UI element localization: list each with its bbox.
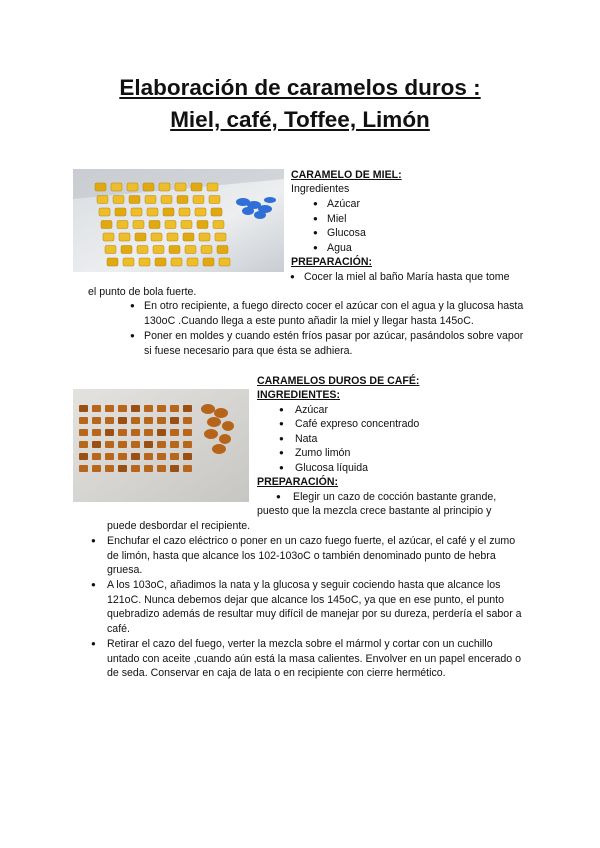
honey-candy-shape <box>161 196 172 204</box>
coffee-ingredient: Azúcar <box>295 404 328 416</box>
honey-prep-heading: PREPARACIÓN: <box>291 256 373 268</box>
honey-candy-shape <box>187 258 198 266</box>
honey-candy-shape <box>217 246 228 254</box>
coffee-candy-shape <box>183 429 192 436</box>
honey-candy-shape <box>121 246 132 254</box>
honey-candy-shape <box>99 208 110 216</box>
honey-candy-shape <box>193 196 204 204</box>
coffee-step-1-line-3: puede desbordar el recipiente. <box>107 520 251 532</box>
honey-candy-shape <box>191 183 202 191</box>
bullet-icon: ● <box>130 331 135 340</box>
bullet-icon: ● <box>91 639 96 648</box>
honey-candy-shape <box>207 183 218 191</box>
coffee-candy-shape <box>170 465 179 472</box>
coffee-candies-photo <box>73 389 249 502</box>
honey-candy-shape <box>103 233 114 241</box>
coffee-candy-shape <box>118 453 127 460</box>
coffee-candy-shape <box>144 405 153 412</box>
honey-candy-shape <box>197 221 208 229</box>
honey-candy-shape <box>149 221 160 229</box>
honey-candy-shape <box>183 233 194 241</box>
coffee-step-3: A los 103oC, añadimos la nata y la glucosa y seguir cociendo hasta que alcance los 121oC. Nunca debemos dejar que alcance los 145oC, ya que en ese punto, el punto quebradizo además de resultar muy difícil de manejar por su dureza, perdería el sabor a café. <box>107 579 522 635</box>
coffee-candy-shape <box>118 417 127 424</box>
bullet-icon: ● <box>290 272 295 281</box>
bullet-icon: ● <box>91 580 96 589</box>
honey-candy-shape <box>133 221 144 229</box>
coffee-candy-shape <box>131 465 140 472</box>
bullet-icon: ● <box>313 214 318 223</box>
honey-candy-shape <box>201 246 212 254</box>
coffee-step-1-line-2: puesto que la mezcla crece bastante al principio y <box>257 505 492 517</box>
coffee-candy-shape <box>144 465 153 472</box>
honey-candy-shape <box>137 246 148 254</box>
coffee-candy-shape <box>144 453 153 460</box>
bullet-icon: ● <box>279 405 284 414</box>
page-title-line-1: Elaboración de caramelos duros : <box>119 75 481 100</box>
honey-candy-shape <box>203 258 214 266</box>
coffee-candy-shape <box>118 405 127 412</box>
honey-candy-shape <box>117 221 128 229</box>
coffee-candy-shape <box>79 441 88 448</box>
coffee-candy-shape <box>183 453 192 460</box>
honey-candy-shape <box>211 208 222 216</box>
honey-candy-shape <box>179 208 190 216</box>
coffee-candy-shape <box>183 465 192 472</box>
coffee-candy-shape <box>144 417 153 424</box>
honey-candy-shape <box>155 258 166 266</box>
honey-candy-shape <box>209 196 220 204</box>
honey-candy-shape <box>139 258 150 266</box>
coffee-candy-shape <box>157 417 166 424</box>
coffee-candy-shape <box>79 429 88 436</box>
honey-candy-shape <box>171 258 182 266</box>
coffee-ingredient: Zumo limón <box>295 447 351 459</box>
coffee-candy-shape <box>157 405 166 412</box>
honey-candy-shape <box>175 183 186 191</box>
coffee-candy-shape <box>79 465 88 472</box>
honey-ingredient: Agua <box>327 242 352 254</box>
honey-step-1-line-2: el punto de bola fuerte. <box>88 286 197 298</box>
honey-ingredient: Glucosa <box>327 227 366 239</box>
bullet-icon: ● <box>91 536 96 545</box>
coffee-candy-shape <box>157 453 166 460</box>
coffee-candy-shape <box>92 453 101 460</box>
coffee-candy-shape <box>131 417 140 424</box>
coffee-candy-shape <box>170 405 179 412</box>
honey-candy-shape <box>119 233 130 241</box>
honey-ingredient: Azúcar <box>327 198 360 210</box>
coffee-candy-shape <box>105 417 114 424</box>
bullet-icon: ● <box>279 463 284 472</box>
honey-candy-shape <box>95 183 106 191</box>
coffee-candy-shape <box>92 417 101 424</box>
bullet-icon: ● <box>313 228 318 237</box>
coffee-candy-shape <box>92 405 101 412</box>
honey-candy-shape <box>169 246 180 254</box>
coffee-candy-shape <box>157 441 166 448</box>
honey-candy-shape <box>135 233 146 241</box>
honey-candy-shape <box>213 221 224 229</box>
honey-candies-illustration <box>73 169 284 272</box>
honey-step-3: Poner en moldes y cuando estén fríos pasar por azúcar, pasándolos sobre vapor si fuese necesario para que ésta se adhiera. <box>144 330 524 357</box>
honey-candy-shape <box>181 221 192 229</box>
coffee-candy-shape <box>170 453 179 460</box>
coffee-ingredient: Glucosa líquida <box>295 462 369 474</box>
honey-candy-shape <box>177 196 188 204</box>
bullet-icon: ● <box>130 301 135 310</box>
honey-candy-shape <box>147 208 158 216</box>
honey-heading: CARAMELO DE MIEL: <box>291 169 402 181</box>
honey-candy-shape <box>167 233 178 241</box>
coffee-candy-shape <box>92 429 101 436</box>
honey-candy-shape <box>219 258 230 266</box>
bullet-icon: ● <box>276 492 281 501</box>
coffee-candy-shape <box>79 405 88 412</box>
coffee-candy-shape <box>170 441 179 448</box>
coffee-candy-shape <box>183 405 192 412</box>
coffee-candy-shape <box>79 417 88 424</box>
honey-candy-shape <box>127 183 138 191</box>
honey-candy-shape <box>153 246 164 254</box>
coffee-candies-illustration <box>73 389 249 502</box>
coffee-candy-shape <box>92 441 101 448</box>
honey-candy-shape <box>101 221 112 229</box>
bullet-icon: ● <box>313 199 318 208</box>
honey-step-2: En otro recipiente, a fuego directo cocer el azúcar con el agua y la glucosa hasta 130oC .Cuando llega a este punto añadir la miel y llegar hasta 145oC. <box>144 300 524 327</box>
honey-candy-shape <box>105 246 116 254</box>
coffee-candy-shape <box>105 465 114 472</box>
coffee-candy-shape <box>105 429 114 436</box>
coffee-candy-shape <box>118 465 127 472</box>
coffee-candy-shape <box>131 453 140 460</box>
coffee-step-1-line-1: Elegir un cazo de cocción bastante grande, <box>293 491 497 503</box>
honey-candy-shape <box>163 208 174 216</box>
honey-candy-shape <box>145 196 156 204</box>
coffee-ingredient: Nata <box>295 433 318 445</box>
honey-candy-shape <box>129 196 140 204</box>
coffee-step-4: Retirar el cazo del fuego, verter la mezcla sobre el mármol y cortar con un cuchillo untado con aceite ,cuando aún está la masa calientes. Envolver en un papel encerado o de seda. Conservar en caja de lata o en recipiente con cierre hermético. <box>107 638 522 680</box>
coffee-candy-shape <box>183 417 192 424</box>
honey-candy-shape <box>143 183 154 191</box>
honey-candy-shape <box>111 183 122 191</box>
coffee-ingredients-label: INGREDIENTES: <box>257 389 340 401</box>
coffee-candy-shape <box>105 453 114 460</box>
coffee-prep-heading: PREPARACIÓN: <box>257 476 339 488</box>
honey-candy-shape <box>123 258 134 266</box>
coffee-candy-shape <box>79 453 88 460</box>
coffee-candy-shape <box>92 465 101 472</box>
coffee-candy-shape <box>157 429 166 436</box>
honey-candy-shape <box>113 196 124 204</box>
coffee-candy-shape <box>170 429 179 436</box>
coffee-candy-shape <box>105 441 114 448</box>
honey-candy-shape <box>159 183 170 191</box>
coffee-candy-shape <box>105 405 114 412</box>
honey-candy-shape <box>151 233 162 241</box>
page-title-line-2: Miel, café, Toffee, Limón <box>170 107 430 132</box>
coffee-ingredient: Café expreso concentrado <box>295 418 420 430</box>
coffee-candy-shape <box>144 429 153 436</box>
coffee-candy-shape <box>183 441 192 448</box>
coffee-candy-shape <box>118 441 127 448</box>
coffee-candy-shape <box>170 417 179 424</box>
bullet-icon: ● <box>279 419 284 428</box>
honey-candy-shape <box>131 208 142 216</box>
coffee-candy-shape <box>131 441 140 448</box>
honey-step-1-line-1: Cocer la miel al baño María hasta que tome <box>304 271 510 283</box>
coffee-candy-shape <box>118 429 127 436</box>
honey-candy-shape <box>107 258 118 266</box>
honey-ingredients-label: Ingredientes <box>291 183 350 195</box>
honey-candy-shape <box>195 208 206 216</box>
coffee-heading: CARAMELOS DUROS DE CAFÉ: <box>257 375 420 387</box>
bullet-icon: ● <box>279 434 284 443</box>
honey-candies-photo <box>73 169 284 272</box>
honey-candy-shape <box>199 233 210 241</box>
bullet-icon: ● <box>313 243 318 252</box>
coffee-candy-shape <box>131 405 140 412</box>
honey-candy-shape <box>165 221 176 229</box>
bullet-icon: ● <box>279 448 284 457</box>
honey-candy-shape <box>215 233 226 241</box>
coffee-step-2: Enchufar el cazo eléctrico o poner en un cazo fuego fuerte, el azúcar, el café y el zumo de limón, hasta que alcance los 102-103oC o también denominado punto de hebra gruesa. <box>107 535 516 577</box>
coffee-candy-shape <box>131 429 140 436</box>
honey-candy-shape <box>115 208 126 216</box>
coffee-candy-shape <box>157 465 166 472</box>
honey-ingredient: Miel <box>327 213 347 225</box>
coffee-candy-shape <box>144 441 153 448</box>
honey-candy-shape <box>185 246 196 254</box>
honey-candy-shape <box>97 196 108 204</box>
